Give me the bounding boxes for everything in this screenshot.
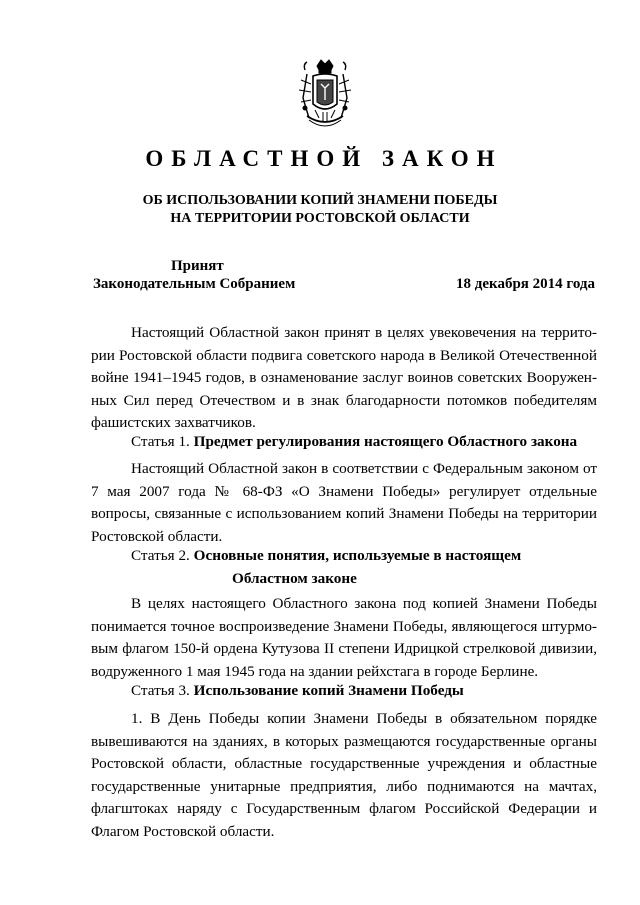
- article-3-title: Использование копий Знамени Победы: [193, 682, 464, 699]
- law-title-line1: ОБ ИСПОЛЬЗОВАНИИ КОПИЙ ЗНАМЕНИ ПОБЕДЫ: [142, 193, 498, 208]
- preamble-paragraph: Настоящий Областной закон принят в целях увековечения на террито-рии Ростовской области подвига советского народа в Великой Отечественной войне 1941–1945 годов, в ознаменование заслуг воинов советских Вооружен-ных Сил перед Отечеством и в знак благодарности потомков победителям фашистских захватчиков.: [91, 324, 597, 431]
- law-title: [0, 192, 640, 228]
- article-2-title-line1: Основные понятия, используемые в настоящем: [193, 547, 522, 564]
- article-3-text: 1. В День Победы копии Знамени Победы в обязательном порядке вывешиваются на зданиях, в которых размещаются государственные органы Ростовской области, областные государственные учреждения и областные государственные унитарные предприятия, либо поднимаются на мачтах, флагштоках наряду с Государственным флагом Российской Федерации и Флагом Ростовской области.: [91, 710, 597, 840]
- article-1-title: Предмет регулирования настоящего Областного закона: [193, 433, 578, 450]
- article-3-heading: [91, 680, 637, 703]
- article-3-number: Статья 3.: [131, 682, 190, 699]
- document-type-heading: ОБЛАСТНОЙ ЗАКОН: [145, 146, 503, 171]
- adopted-label: Принят: [171, 258, 224, 274]
- article-2-text: В целях настоящего Областного закона под копией Знамени Победы понимается точное воспроизведение Знамени Победы, являющегося штурмо-вым флагом 150-й ордена Кутузова II степени Идрицкой стрелковой дивизии, водруженного 1 мая 1945 года на здании рейхстага в городе Берлине.: [91, 595, 597, 680]
- article-1-text: Настоящий Областной закон в соответствии с Федеральным законом от 7 мая 2007 года № 68-ФЗ «О Знамени Победы» регулирует отдельные вопросы, связанные с использованием копий Знамени Победы на территории Ростовской области.: [91, 460, 597, 545]
- adoption-date: 18 декабря 2014 года: [456, 276, 595, 292]
- article-1-number: Статья 1.: [131, 433, 190, 450]
- article-2-title-line2: Областном законе: [232, 569, 357, 587]
- article-2-number: Статья 2.: [131, 547, 190, 564]
- coat-of-arms-icon: [295, 58, 355, 134]
- adopted-by: Законодательным Собранием: [93, 276, 296, 292]
- article-1-heading: [91, 431, 637, 454]
- article-2-heading: [91, 545, 637, 590]
- law-title-line2: НА ТЕРРИТОРИИ РОСТОВСКОЙ ОБЛАСТИ: [170, 211, 470, 226]
